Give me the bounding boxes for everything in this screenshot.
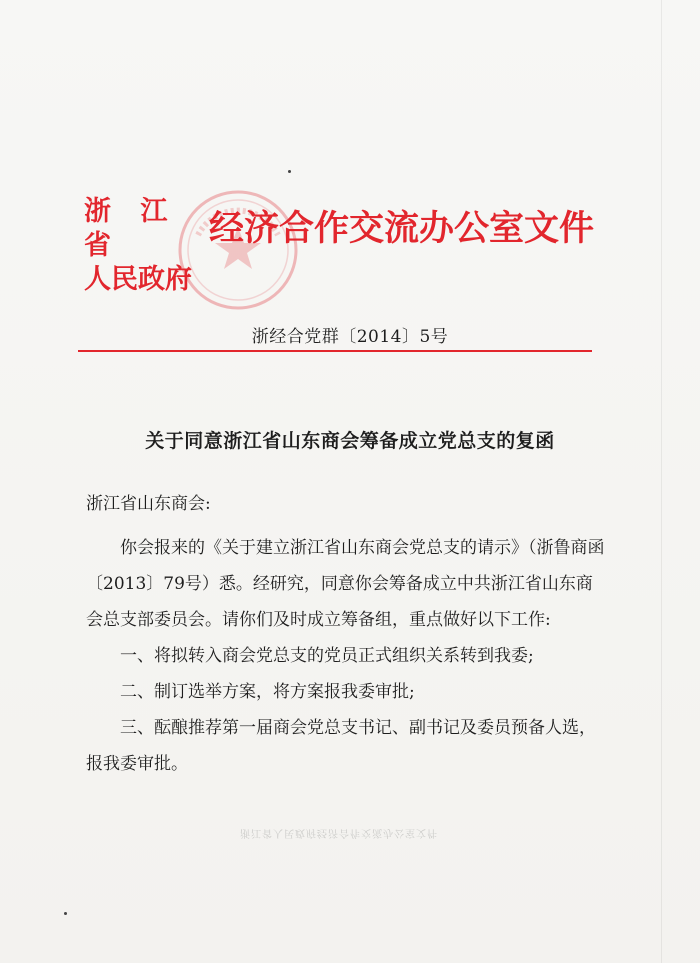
document-body xyxy=(86,486,606,782)
issuer-line-2: 人民政府 xyxy=(84,264,192,295)
salutation: 浙江省山东商会: xyxy=(86,494,211,514)
body-paragraph: 二、制订选举方案，将方案报我委审批; xyxy=(120,682,415,702)
red-divider xyxy=(78,350,592,352)
letterhead xyxy=(84,195,604,295)
page-crease xyxy=(661,0,662,963)
speck xyxy=(64,912,67,915)
body-paragraph: 三、酝酿推荐第一届商会党总支书记、副书记及委员预备人选，报我委审批。 xyxy=(86,718,596,774)
body-paragraph: 你会报来的《关于建立浙江省山东商会党总支的请示》（浙鲁商函〔2013〕79号）悉。经研究，同意你会筹备成立中共浙江省山东商会总支部委员会。请你们及时成立筹备组，重点做好以下工作: xyxy=(86,538,605,630)
document-number: 浙经合党群〔2014〕5号 xyxy=(251,327,449,347)
issuer-block xyxy=(84,195,204,297)
issuer-office-title: 经济合作交流办公室文件 xyxy=(209,209,595,249)
speck xyxy=(288,170,291,173)
body-paragraph: 一、将拟转入商会党总支的党员正式组织关系转到我委; xyxy=(120,646,534,666)
issuer-line-1: 浙 江 省 xyxy=(84,196,178,261)
document-title: 关于同意浙江省山东商会筹备成立党总支的复函 xyxy=(145,430,555,452)
bleed-through-text: 浙江省人民政府经济合作交流办公室文件 xyxy=(240,827,438,838)
